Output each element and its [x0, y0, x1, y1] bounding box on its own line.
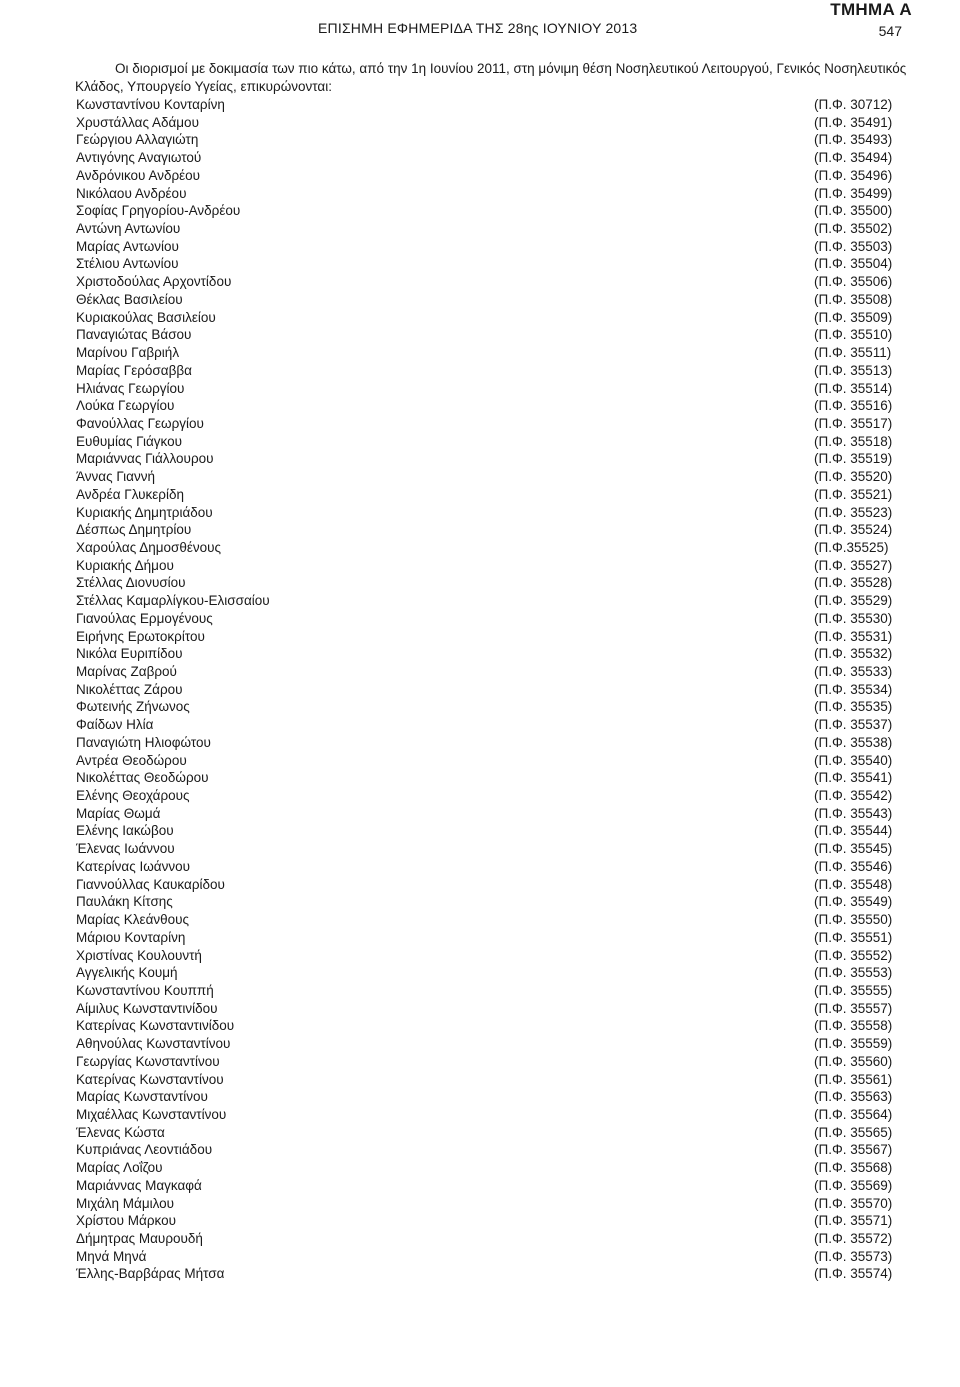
appointee-code: (Π.Φ. 35516): [814, 398, 893, 414]
list-item: [76, 822, 916, 840]
appointee-code: (Π.Φ. 35558): [814, 1018, 893, 1034]
appointee-name: Στέλλας Καμαρλίγκου-Ελισσαίου: [76, 593, 270, 609]
appointee-code: (Π.Φ. 35540): [814, 752, 893, 768]
appointee-name: Σοφίας Γρηγορίου-Ανδρέου: [76, 203, 241, 219]
appointee-name: Γιανούλας Ερμογένους: [76, 610, 213, 626]
appointee-code: (Π.Φ. 35509): [814, 309, 893, 325]
list-item: [76, 964, 916, 982]
appointee-code: (Π.Φ. 35557): [814, 1000, 893, 1016]
list-item: [76, 450, 916, 468]
list-item: [76, 947, 916, 965]
list-item: [76, 610, 916, 628]
list-item: [76, 1071, 916, 1089]
appointee-code: (Π.Φ. 35510): [814, 327, 893, 343]
list-item: [76, 255, 916, 273]
appointee-name: Μαριάννας Μαγκαφά: [76, 1177, 202, 1193]
list-item: [76, 1248, 916, 1266]
appointee-name: Παυλάκη Κίτσης: [76, 894, 173, 910]
list-item: [76, 1088, 916, 1106]
list-item: [76, 1177, 916, 1195]
appointee-name: Φανούλλας Γεωργίου: [76, 415, 204, 431]
list-item: [76, 840, 916, 858]
appointee-code: (Π.Φ. 35499): [814, 185, 893, 201]
appointee-code: (Π.Φ. 35532): [814, 646, 893, 662]
appointee-code: (Π.Φ. 35542): [814, 788, 893, 804]
appointee-name: Μάριου Κονταρίνη: [76, 929, 186, 945]
appointee-code: (Π.Φ. 35537): [814, 717, 893, 733]
appointee-code: (Π.Φ. 35513): [814, 362, 893, 378]
intro-text: Οι διορισμοί με δοκιμασία των πιο κάτω, από την 1η Ιουνίου 2011, στη μόνιμη θέση Νοσηλευτικού Λειτουργού, Γενικός Νοσηλευτικός Κλάδος, Υπουργείο Υγείας, επικυρώνονται:: [75, 61, 907, 94]
list-item: [76, 1141, 916, 1159]
appointee-code: (Π.Φ. 35548): [814, 876, 893, 892]
appointee-code: (Π.Φ. 35568): [814, 1160, 893, 1176]
page-number: 547: [878, 23, 902, 39]
appointee-name: Κυριακής Δημητριάδου: [76, 504, 213, 520]
list-item: [76, 238, 916, 256]
appointee-code: (Π.Φ. 35523): [814, 504, 893, 520]
appointee-name: Μαρίας Κωνσταντίνου: [76, 1089, 208, 1105]
appointee-name: Παναγιώτη Ηλιοφώτου: [76, 734, 211, 750]
appointee-code: (Π.Φ. 35520): [814, 469, 893, 485]
appointee-code: (Π.Φ. 35574): [814, 1266, 893, 1282]
list-item: [76, 486, 916, 504]
appointee-name: Αγγελικής Κουμή: [76, 965, 178, 981]
list-item: [76, 681, 916, 699]
appointee-code: (Π.Φ. 35555): [814, 982, 893, 998]
appointee-name: Έλενας Ιωάννου: [76, 841, 175, 857]
appointee-name: Μαρίας Θωμά: [76, 805, 161, 821]
appointee-name: Ειρήνης Ερωτοκρίτου: [76, 628, 205, 644]
appointee-code: (Π.Φ. 35541): [814, 770, 893, 786]
appointee-name: Αθηνούλας Κωνσταντίνου: [76, 1036, 231, 1052]
appointee-name: Νικόλα Ευριπίδου: [76, 646, 183, 662]
appointee-name: Κυριακής Δήμου: [76, 557, 174, 573]
appointee-code: (Π.Φ. 35518): [814, 433, 893, 449]
list-item: [76, 433, 916, 451]
list-item: [76, 592, 916, 610]
appointee-name: Μιχάλη Μάμιλου: [76, 1195, 175, 1211]
appointee-code: (Π.Φ. 35544): [814, 823, 893, 839]
appointee-name: Κατερίνας Κωνσταντίνου: [76, 1071, 224, 1087]
list-item: [76, 1000, 916, 1018]
list-item: [76, 1017, 916, 1035]
appointee-code: (Π.Φ. 35569): [814, 1177, 893, 1193]
appointee-name: Ελένης Ιακώβου: [76, 823, 174, 839]
appointee-code: (Π.Φ. 35538): [814, 734, 893, 750]
appointee-code: (Π.Φ. 35504): [814, 256, 893, 272]
appointee-code: (Π.Φ. 35496): [814, 167, 893, 183]
appointee-name: Παναγιώτας Βάσου: [76, 327, 192, 343]
appointee-code: (Π.Φ. 35517): [814, 415, 893, 431]
list-item: [76, 167, 916, 185]
list-item: [76, 628, 916, 646]
appointee-code: (Π.Φ. 35546): [814, 858, 893, 874]
appointee-code: (Π.Φ. 35531): [814, 628, 893, 644]
list-item: [76, 504, 916, 522]
appointee-name: Στέλλας Διονυσίου: [76, 575, 186, 591]
appointee-code: (Π.Φ. 35491): [814, 114, 893, 130]
appointee-code: (Π.Φ. 35508): [814, 291, 893, 307]
appointee-code: (Π.Φ. 35552): [814, 947, 893, 963]
appointee-name: Μαρίας Αντωνίου: [76, 238, 179, 254]
appointee-name: Δέσπως Δημητρίου: [76, 522, 192, 538]
appointee-code: (Π.Φ. 35570): [814, 1195, 893, 1211]
list-item: [76, 645, 916, 663]
list-item: [76, 326, 916, 344]
list-item: [76, 876, 916, 894]
appointee-code: (Π.Φ. 35572): [814, 1231, 893, 1246]
list-item: [76, 557, 916, 575]
appointee-name: Μαρίνας Ζαβρού: [76, 664, 177, 679]
appointee-code: (Π.Φ. 35506): [814, 274, 893, 290]
appointee-name: Γιαννούλλας Καυκαρίδου: [76, 876, 225, 892]
appointee-name: Έλλης-Βαρβάρας Μήτσα: [76, 1266, 225, 1282]
appointee-name: Αντιγόνης Αναγιωτού: [76, 150, 202, 166]
list-item: [76, 273, 916, 291]
list-item: [76, 574, 916, 592]
list-item: [76, 521, 916, 539]
appointee-name: Ανδρόνικου Ανδρέου: [76, 167, 201, 183]
appointee-name: Ανδρέα Γλυκερίδη: [76, 486, 184, 502]
appointee-name: Κατερίνας Κωνσταντινίδου: [76, 1018, 235, 1034]
appointee-code: (Π.Φ. 35524): [814, 522, 893, 538]
appointee-name: Χρυστάλλας Αδάμου: [76, 114, 199, 130]
appointee-name: Μηνά Μηνά: [76, 1248, 147, 1264]
list-item: [76, 96, 916, 114]
list-item: [76, 929, 916, 947]
appointee-name: Λούκα Γεωργίου: [76, 398, 175, 414]
appointee-code: (Π.Φ. 35530): [814, 610, 893, 626]
appointee-code: (Π.Φ. 35534): [814, 681, 893, 697]
appointee-name: Κυριακούλας Βασιλείου: [76, 309, 216, 325]
appointee-name: Μαρίνου Γαβριήλ: [76, 345, 180, 361]
appointee-name: Μιχαέλλας Κωνσταντίνου: [76, 1106, 227, 1122]
appointee-code: (Π.Φ. 35500): [814, 203, 893, 219]
appointee-name: Νικολέττας Ζάρου: [76, 681, 183, 697]
list-item: [76, 805, 916, 823]
appointee-name: Ελένης Θεοχάρους: [76, 788, 190, 804]
appointee-code: (Π.Φ. 35527): [814, 557, 893, 573]
list-item: [76, 202, 916, 220]
appointee-name: Χριστοδούλας Αρχοντίδου: [76, 274, 232, 290]
list-item: [76, 415, 916, 433]
appointee-code: (Π.Φ. 35560): [814, 1053, 893, 1069]
appointee-code: (Π.Φ. 35571): [814, 1213, 893, 1229]
appointee-code: (Π.Φ. 35493): [814, 132, 893, 148]
appointee-name: Άννας Γιαννή: [76, 469, 155, 485]
gazette-header-title: ΕΠΙΣΗΜΗ ΕΦΗΜΕΡΙΔΑ ΤΗΣ 28ης ΙΟΥΝΙΟΥ 2013: [318, 20, 638, 36]
appointee-name: Νικολέττας Θεοδώρου: [76, 770, 209, 786]
appointee-name: Νικόλαου Ανδρέου: [76, 185, 187, 201]
appointee-name: Κωνσταντίνου Κονταρίνη: [76, 97, 225, 112]
list-item: [76, 344, 916, 362]
list-item: [76, 734, 916, 752]
list-item: [76, 858, 916, 876]
appointee-name: Γεώργιου Αλλαγιώτη: [76, 132, 199, 148]
list-item: [76, 716, 916, 734]
list-item: [76, 114, 916, 132]
list-item: [76, 911, 916, 929]
appointee-name: Γεωργίας Κωνσταντίνου: [76, 1053, 220, 1069]
appointee-name: Χαρούλας Δημοσθένους: [76, 539, 222, 555]
list-item: [76, 982, 916, 1000]
list-item: [76, 539, 916, 557]
appointee-code: (Π.Φ. 35550): [814, 912, 893, 928]
appointee-code: (Π.Φ. 35543): [814, 805, 893, 821]
list-item: [76, 131, 916, 149]
list-item: [76, 1265, 916, 1283]
list-item: [76, 220, 916, 238]
appointee-name: Κυπριάνας Λεοντιάδου: [76, 1142, 213, 1158]
list-item: [76, 309, 916, 327]
list-item: [76, 1106, 916, 1124]
appointee-code: (Π.Φ. 35573): [814, 1248, 893, 1264]
appointee-code: (Π.Φ. 35545): [814, 841, 893, 857]
list-item: [76, 893, 916, 911]
list-item: [76, 397, 916, 415]
list-item: [76, 1124, 916, 1142]
appointee-code: (Π.Φ. 35502): [814, 221, 893, 237]
list-item: [76, 362, 916, 380]
appointee-code: (Π.Φ. 35553): [814, 965, 893, 981]
appointee-code: (Π.Φ. 35529): [814, 593, 893, 609]
list-item: [76, 1212, 916, 1230]
appointee-name: Ευθυμίας Γιάγκου: [76, 433, 183, 449]
section-label: ΤΜΗΜΑ Α: [830, 0, 912, 19]
appointee-code: (Π.Φ. 30712): [814, 97, 893, 112]
list-item: [76, 1035, 916, 1053]
appointee-name: Στέλιου Αντωνίου: [76, 256, 179, 272]
list-item: [76, 291, 916, 309]
appointee-name: Ηλιάνας Γεωργίου: [76, 380, 185, 396]
appointee-name: Χριστίνας Κουλουντή: [76, 947, 202, 963]
appointee-code: (Π.Φ. 35559): [814, 1036, 893, 1052]
appointee-name: Θέκλας Βασιλείου: [76, 291, 183, 307]
appointee-code: (Π.Φ. 35567): [814, 1142, 893, 1158]
appointee-name: Φωτεινής Ζήνωνος: [76, 699, 190, 715]
appointee-name: Κατερίνας Ιωάννου: [76, 858, 190, 874]
list-item: [76, 380, 916, 398]
appointee-name: Μαρίας Λοΐζου: [76, 1160, 163, 1176]
list-item: [76, 1159, 916, 1177]
appointee-code: (Π.Φ.35525): [814, 539, 889, 555]
appointee-code: (Π.Φ. 35533): [814, 664, 893, 679]
list-item: [76, 468, 916, 486]
appointee-name: Αίμιλυς Κωνσταντινίδου: [76, 1000, 218, 1016]
appointee-code: (Π.Φ. 35494): [814, 150, 893, 166]
list-item: [76, 1230, 916, 1248]
appointee-name: Φαίδων Ηλία: [76, 717, 154, 733]
appointee-name: Αντρέα Θεοδώρου: [76, 752, 187, 768]
list-item: [76, 149, 916, 167]
appointee-code: (Π.Φ. 35511): [814, 345, 892, 361]
list-item: [76, 752, 916, 770]
list-item: [76, 1195, 916, 1213]
appointee-code: (Π.Φ. 35549): [814, 894, 893, 910]
list-item: [76, 769, 916, 787]
appointee-name: Μαριάννας Γιάλλουρου: [76, 451, 214, 467]
appointee-code: (Π.Φ. 35535): [814, 699, 893, 715]
appointee-code: (Π.Φ. 35519): [814, 451, 893, 467]
appointee-code: (Π.Φ. 35565): [814, 1124, 893, 1140]
list-item: [76, 698, 916, 716]
appointee-code: (Π.Φ. 35563): [814, 1089, 893, 1105]
appointee-name: Αντώνη Αντωνίου: [76, 221, 181, 237]
appointee-name: Μαρίας Κλεάνθους: [76, 912, 190, 928]
appointee-name: Μαρίας Γερόσαββα: [76, 362, 192, 378]
intro-paragraph: [75, 60, 915, 96]
appointee-name: Χρίστου Μάρκου: [76, 1213, 177, 1229]
appointee-code: (Π.Φ. 35561): [814, 1071, 893, 1087]
appointee-code: (Π.Φ. 35564): [814, 1106, 893, 1122]
appointee-name: Έλενας Κώστα: [76, 1124, 165, 1140]
list-item: [76, 787, 916, 805]
appointee-code: (Π.Φ. 35514): [814, 380, 893, 396]
appointee-list: [76, 96, 916, 1283]
appointee-code: (Π.Φ. 35503): [814, 238, 893, 254]
list-item: [76, 663, 916, 681]
list-item: [76, 1053, 916, 1071]
appointee-code: (Π.Φ. 35521): [814, 486, 893, 502]
appointee-name: Δήμητρας Μαυρουδή: [76, 1231, 203, 1246]
list-item: [76, 185, 916, 203]
appointee-code: (Π.Φ. 35551): [814, 929, 893, 945]
appointee-name: Κωνσταντίνου Κουππή: [76, 982, 214, 998]
appointee-code: (Π.Φ. 35528): [814, 575, 893, 591]
